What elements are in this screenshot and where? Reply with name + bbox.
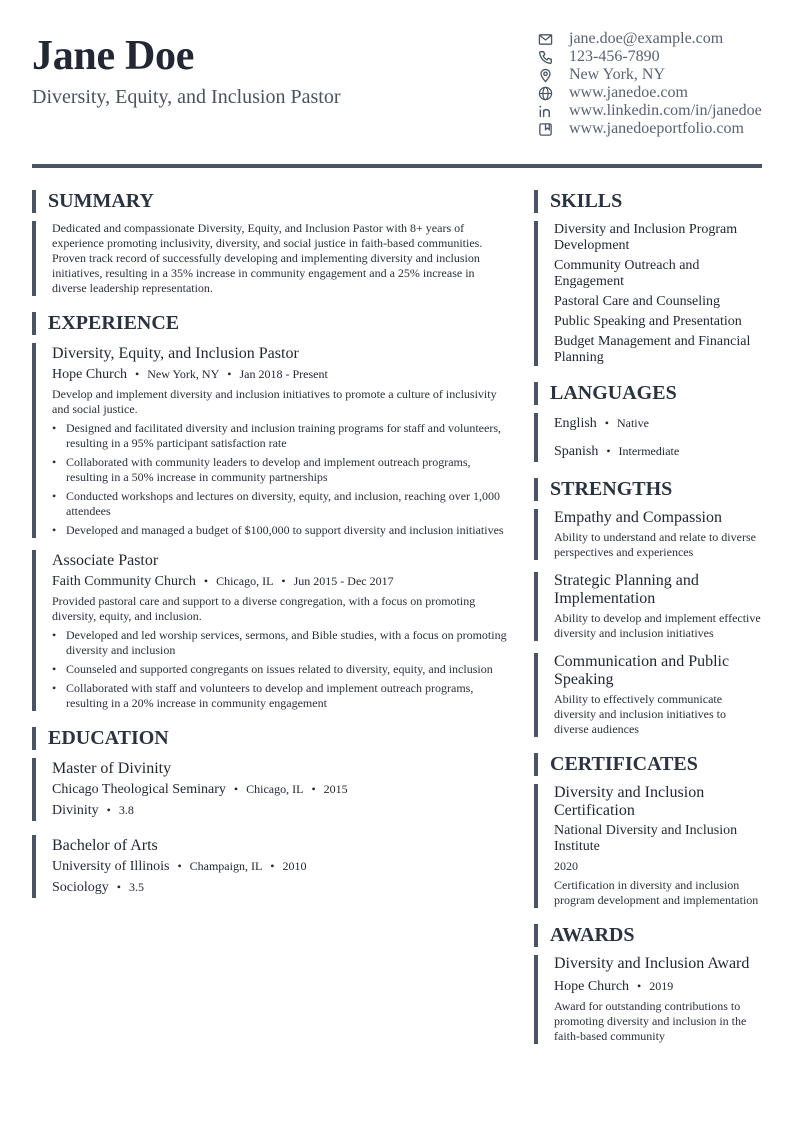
skills-block	[534, 221, 762, 366]
job-title: Diversity, Equity, and Inclusion Pastor	[52, 345, 299, 362]
award-year: 2019	[649, 979, 674, 993]
separator-dot: •	[177, 859, 182, 873]
contact-linkedin-text[interactable]: www.linkedin.com/in/janedoe	[569, 102, 762, 119]
section-title-education: EDUCATION	[32, 727, 508, 750]
education-field	[52, 800, 508, 821]
list-item: Diversity and Inclusion Program Development	[554, 222, 738, 253]
certificate-title: Diversity and Inclusion Certification	[554, 784, 705, 819]
gpa: 3.8	[118, 803, 134, 817]
gpa: 3.5	[128, 880, 144, 894]
award-title: Diversity and Inclusion Award	[554, 955, 750, 972]
contact-phone[interactable]	[537, 48, 772, 66]
separator-dot: •	[606, 444, 611, 458]
education-meta	[52, 779, 508, 800]
language-level: Native	[616, 416, 649, 430]
strength-item	[534, 509, 762, 560]
section-title-skills: SKILLS	[534, 190, 762, 213]
job-org: Hope Church	[52, 367, 128, 382]
list-item: Budget Management and Financial Planning	[554, 334, 751, 365]
list-item: • Developed and led worship services, sermons, and Bible studies, with a focus on promoting diversity and inclusion	[52, 628, 508, 658]
candidate-title: Diversity, Equity, and Inclusion Pastor	[32, 86, 341, 108]
certificate-year: 2020	[554, 859, 578, 873]
school-location: Chicago, IL	[246, 782, 304, 796]
strength-description: Ability to understand and relate to diverse perspectives and experiences	[554, 530, 756, 559]
list-item: • Conducted workshops and lectures on diversity, equity, and inclusion, reaching over 1,000 attendees	[52, 489, 508, 519]
language-item	[554, 413, 762, 434]
list-item: • Collaborated with staff and volunteers to develop and implement outreach programs, resulting in a 20% increase in community engagement	[52, 681, 508, 711]
strength-item	[534, 653, 762, 737]
separator-dot: •	[281, 574, 286, 588]
education-field	[52, 877, 508, 898]
section-title-languages: LANGUAGES	[534, 382, 762, 405]
separator-dot: •	[106, 803, 111, 817]
summary-text: Dedicated and compassionate Diversity, Equity, and Inclusion Pastor with 8+ years of experience promoting inclusivity, diversity, and social justice in faith-based communities. Proven track record of successfully developing and implementing diversity and inclusion initiatives, resulting in a 35% increase in community engagement and a 25% increase in diverse leadership representation.	[52, 221, 483, 295]
job-meta	[52, 571, 508, 592]
contact-website[interactable]	[537, 84, 772, 102]
list-item: • Developed and managed a budget of $100,000 to support diversity and inclusion initiatives	[52, 523, 508, 538]
contact-location	[537, 66, 772, 84]
language-item	[554, 441, 762, 462]
section-title-certificates: CERTIFICATES	[534, 753, 762, 776]
graduation-year: 2015	[323, 782, 348, 796]
list-item: Community Outreach and Engagement	[554, 258, 700, 289]
strength-description: Ability to develop and implement effective diversity and inclusion initiatives	[554, 611, 761, 640]
languages-block	[534, 413, 762, 462]
separator-dot: •	[637, 979, 642, 993]
degree: Bachelor of Arts	[52, 837, 158, 854]
certificate-issuer: National Diversity and Inclusion Institute	[554, 823, 738, 854]
location-icon	[537, 67, 553, 83]
contact-list	[537, 30, 772, 138]
list-item: • Designed and facilitated diversity and inclusion training programs for staff and volunteers, resulting in a 95% participant satisfaction rate	[52, 421, 508, 451]
job-bullets	[52, 421, 508, 538]
contact-location-text: New York, NY	[569, 66, 666, 83]
strength-item	[534, 572, 762, 641]
education-meta	[52, 856, 508, 877]
graduation-year: 2010	[282, 859, 307, 873]
header-divider	[32, 164, 762, 168]
contact-email[interactable]	[537, 30, 772, 48]
resume-header	[32, 30, 762, 142]
contact-linkedin[interactable]	[537, 102, 772, 120]
contact-portfolio-text[interactable]: www.janedoeportfolio.com	[569, 120, 744, 137]
job-dates: Jun 2015 - Dec 2017	[293, 574, 394, 588]
contact-website-text[interactable]: www.janedoe.com	[569, 84, 688, 101]
separator-dot: •	[203, 574, 209, 588]
field-of-study: Sociology	[52, 880, 109, 895]
separator-dot: •	[135, 367, 140, 381]
strength-title: Strategic Planning and Implementation	[554, 572, 699, 607]
candidate-name: Jane Doe	[32, 33, 195, 79]
strength-title: Empathy and Compassion	[554, 509, 722, 526]
contact-portfolio[interactable]	[537, 120, 772, 138]
language-name: English	[554, 416, 597, 431]
job-meta	[52, 364, 508, 385]
mail-icon	[537, 31, 553, 47]
education-item	[32, 758, 508, 821]
job-location: Chicago, IL	[216, 574, 274, 588]
award-item	[534, 955, 762, 1044]
globe-icon	[537, 85, 553, 101]
section-title-awards: AWARDS	[534, 924, 762, 947]
left-column	[32, 190, 508, 898]
school: Chicago Theological Seminary	[52, 782, 226, 797]
certificate-description: Certification in diversity and inclusion program development and implementation	[554, 878, 759, 907]
linkedin-icon	[537, 103, 553, 119]
award-org: Hope Church	[554, 979, 630, 994]
section-title-summary: SUMMARY	[32, 190, 508, 213]
education-item	[32, 835, 508, 898]
certificate-item	[534, 784, 762, 908]
field-of-study: Divinity	[52, 803, 99, 818]
experience-item	[32, 550, 508, 711]
job-bullets	[52, 628, 508, 711]
award-description: Award for outstanding contributions to promoting diversity and inclusion in the faith-based community	[554, 999, 747, 1043]
right-column	[534, 190, 762, 1044]
degree: Master of Divinity	[52, 760, 172, 777]
phone-icon	[537, 49, 553, 65]
list-item: • Counseled and supported congregants on issues related to diversity, equity, and inclusion	[52, 662, 508, 677]
job-location: New York, NY	[147, 367, 220, 381]
list-item: • Collaborated with community leaders to develop and implement outreach programs, resulting in a 50% increase in community partnerships	[52, 455, 508, 485]
contact-email-text[interactable]: jane.doe@example.com	[569, 30, 724, 47]
job-title: Associate Pastor	[52, 552, 159, 569]
separator-dot: •	[311, 782, 316, 796]
school: University of Illinois	[52, 859, 170, 874]
separator-dot: •	[116, 880, 121, 894]
school-location: Champaign, IL	[189, 859, 263, 873]
list-item: Public Speaking and Presentation	[554, 314, 742, 329]
list-item: Pastoral Care and Counseling	[554, 294, 721, 309]
section-title-strengths: STRENGTHS	[534, 478, 762, 501]
separator-dot: •	[270, 859, 275, 873]
language-level: Intermediate	[618, 444, 680, 458]
strength-description: Ability to effectively communicate diversity and inclusion initiatives to diverse audiences	[554, 692, 726, 736]
section-title-experience: EXPERIENCE	[32, 312, 508, 335]
separator-dot: •	[604, 416, 609, 430]
language-name: Spanish	[554, 444, 599, 459]
strength-title: Communication and Public Speaking	[554, 653, 730, 688]
portfolio-icon	[537, 121, 553, 137]
separator-dot: •	[233, 782, 239, 796]
separator-dot: •	[227, 367, 232, 381]
award-meta	[554, 976, 762, 997]
experience-item	[32, 343, 508, 538]
job-description: Provided pastoral care and support to a diverse congregation, with a focus on promoting diversity, equity, and inclusion.	[52, 594, 476, 623]
job-description: Develop and implement diversity and inclusion initiatives to promote a culture of inclusivity and social justice.	[52, 387, 497, 416]
summary-block	[32, 221, 508, 296]
job-dates: Jan 2018 - Present	[239, 367, 328, 381]
contact-phone-text[interactable]: 123-456-7890	[569, 48, 660, 65]
job-org: Faith Community Church	[52, 574, 196, 589]
